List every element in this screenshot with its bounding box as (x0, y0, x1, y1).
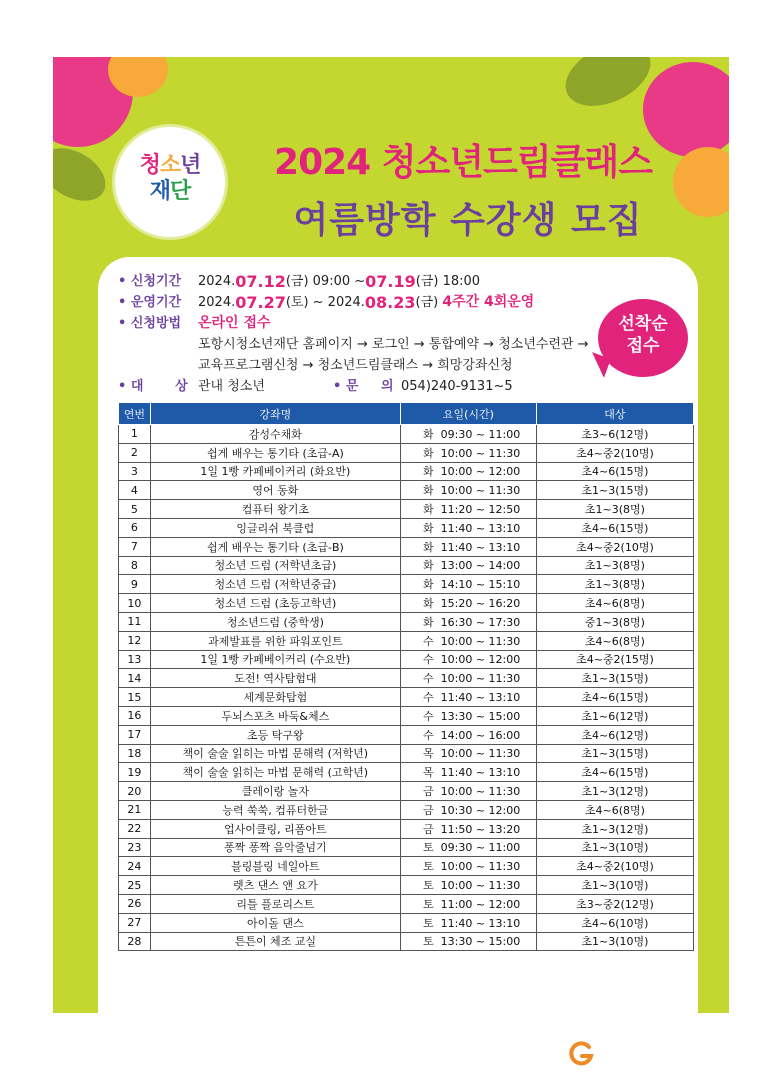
cell-time: 수 11:40 ~ 13:10 (401, 688, 537, 707)
cell-course: 퐁짝 퐁짝 음악줄넘기 (150, 838, 400, 857)
cell-target: 중1~3(8명) (536, 612, 693, 631)
cell-time: 화 11:40 ~ 13:10 (401, 518, 537, 537)
cell-time: 화 10:00 ~ 12:00 (401, 462, 537, 481)
cell-target: 초4~6(15명) (536, 462, 693, 481)
method-step1: 포항시청소년재단 홈페이지 → 로그인 → 통합예약 → 청소년수련관 → (198, 337, 589, 352)
cell-no: 24 (119, 857, 151, 876)
cell-course: 아이돌 댄스 (150, 913, 400, 932)
table-row (119, 838, 694, 857)
cell-course: 튼튼이 체조 교실 (150, 932, 400, 951)
cell-no: 14 (119, 669, 151, 688)
method-label: • 신청방법 (118, 316, 182, 331)
cell-target: 초1~3(8명) (536, 500, 693, 519)
contact-label: • 문 의 (333, 379, 394, 394)
period-post: (금) 18:00 (415, 274, 481, 289)
table-row (119, 462, 694, 481)
cell-time: 화 11:20 ~ 12:50 (401, 500, 537, 519)
cell-no: 27 (119, 913, 151, 932)
table-row (119, 725, 694, 744)
class-schedule-table (118, 402, 694, 951)
cell-course: 청소년 드럼 (초등고학년) (150, 594, 400, 613)
info-section (118, 271, 589, 397)
table-row (119, 688, 694, 707)
target-value: 관내 청소년 (198, 379, 265, 394)
table-body (119, 425, 694, 951)
cell-target: 초4~중2(10명) (536, 537, 693, 556)
contact-value: 054)240-9131~5 (401, 379, 513, 394)
cell-time: 화 16:30 ~ 17:30 (401, 612, 537, 631)
cell-time: 화 10:00 ~ 11:30 (401, 481, 537, 500)
cell-target: 초4~6(10명) (536, 913, 693, 932)
cell-target: 초1~3(8명) (536, 575, 693, 594)
table-row (119, 594, 694, 613)
cell-target: 초4~6(8명) (536, 594, 693, 613)
cell-target: 초3~6(12명) (536, 425, 693, 444)
cell-no: 28 (119, 932, 151, 951)
cell-target: 초1~3(15명) (536, 481, 693, 500)
cell-course: 컴퓨터 왕기초 (150, 500, 400, 519)
cell-course: 도전! 역사탐험대 (150, 669, 400, 688)
cell-time: 금 10:00 ~ 11:30 (401, 782, 537, 801)
cell-no: 13 (119, 650, 151, 669)
cell-target: 초1~3(12명) (536, 782, 693, 801)
table-row (119, 819, 694, 838)
cell-no: 10 (119, 594, 151, 613)
cell-course: 청소년드럼 (중학생) (150, 612, 400, 631)
cell-target: 초1~6(12명) (536, 706, 693, 725)
cell-course: 책이 술술 읽히는 마법 문해력 (고학년) (150, 763, 400, 782)
period-mid: (금) 09:00 ~ (285, 274, 366, 289)
table-row (119, 537, 694, 556)
operation-pre: 2024. (198, 295, 236, 310)
cell-no: 2 (119, 443, 151, 462)
cell-target: 초4~6(15명) (536, 518, 693, 537)
operation-label: • 운영기간 (118, 295, 182, 310)
cell-no: 16 (119, 706, 151, 725)
info-row-target (118, 376, 589, 397)
cell-course: 청소년 드럼 (저학년중급) (150, 575, 400, 594)
cell-time: 토 09:30 ~ 11:00 (401, 838, 537, 857)
cell-target: 초4~6(12명) (536, 725, 693, 744)
cell-course: 1일 1빵 카페베이커리 (화요반) (150, 462, 400, 481)
table-row (119, 744, 694, 763)
table-row (119, 612, 694, 631)
poster (53, 57, 729, 1013)
cell-time: 토 10:00 ~ 11:30 (401, 876, 537, 895)
table-row (119, 481, 694, 500)
cell-time: 토 11:00 ~ 12:00 (401, 894, 537, 913)
target-label: • 대 상 (118, 379, 188, 394)
title-line1: 2024 청소년드림클래스 (274, 142, 652, 183)
table-row (119, 575, 694, 594)
info-row-method-step1 (118, 334, 589, 355)
cell-no: 21 (119, 800, 151, 819)
g-logo-icon (567, 1040, 595, 1068)
cell-time: 토 11:40 ~ 13:10 (401, 913, 537, 932)
cell-target: 초1~3(15명) (536, 669, 693, 688)
leaf-decoration-left (53, 138, 115, 212)
table-row (119, 706, 694, 725)
title-line2: 여름방학 수강생 모집 (293, 200, 643, 241)
header-no: 연번 (119, 403, 151, 425)
cell-time: 화 14:10 ~ 15:10 (401, 575, 537, 594)
table-row (119, 669, 694, 688)
table-row (119, 857, 694, 876)
cell-target: 초1~3(10명) (536, 876, 693, 895)
cell-target: 초4~중2(10명) (536, 857, 693, 876)
cell-no: 25 (119, 876, 151, 895)
cell-time: 수 13:30 ~ 15:00 (401, 706, 537, 725)
cell-course: 잉글리쉬 북클럽 (150, 518, 400, 537)
cell-time: 목 10:00 ~ 11:30 (401, 744, 537, 763)
cell-course: 렛츠 댄스 앤 요가 (150, 876, 400, 895)
header-course: 강좌명 (150, 403, 400, 425)
table-row (119, 876, 694, 895)
cell-time: 화 09:30 ~ 11:00 (401, 425, 537, 444)
cell-time: 금 11:50 ~ 13:20 (401, 819, 537, 838)
operation-end: 08.23 (364, 293, 416, 312)
info-row-period (118, 271, 589, 292)
foundation-logo (115, 127, 225, 237)
cell-course: 감성수채화 (150, 425, 400, 444)
cell-course: 과제발표를 위한 파워포인트 (150, 631, 400, 650)
cell-target: 초3~중2(12명) (536, 894, 693, 913)
cell-target: 초1~3(15명) (536, 744, 693, 763)
info-row-method (118, 313, 589, 334)
cell-time: 화 11:40 ~ 13:10 (401, 537, 537, 556)
cell-no: 20 (119, 782, 151, 801)
cell-no: 19 (119, 763, 151, 782)
period-pre: 2024. (198, 274, 236, 289)
cell-no: 11 (119, 612, 151, 631)
table-row (119, 556, 694, 575)
cell-time: 수 10:00 ~ 11:30 (401, 669, 537, 688)
cell-course: 두뇌스포츠 바둑&체스 (150, 706, 400, 725)
cell-no: 3 (119, 462, 151, 481)
table-row (119, 443, 694, 462)
cell-no: 22 (119, 819, 151, 838)
cell-no: 7 (119, 537, 151, 556)
cell-target: 초1~3(10명) (536, 932, 693, 951)
table-row (119, 932, 694, 951)
operation-note: 4주간 4회운영 (442, 294, 535, 310)
cell-no: 6 (119, 518, 151, 537)
cell-course: 영어 동화 (150, 481, 400, 500)
cell-course: 업사이클링, 리폼아트 (150, 819, 400, 838)
cell-no: 26 (119, 894, 151, 913)
cell-target: 초1~3(10명) (536, 838, 693, 857)
cell-time: 화 10:00 ~ 11:30 (401, 443, 537, 462)
table-row (119, 894, 694, 913)
badge-line2: 접수 (626, 336, 660, 356)
cell-course: 클레이랑 놀자 (150, 782, 400, 801)
cell-time: 수 14:00 ~ 16:00 (401, 725, 537, 744)
table-header-row (119, 403, 694, 425)
cell-time: 토 13:30 ~ 15:00 (401, 932, 537, 951)
first-come-badge (598, 299, 688, 377)
table-row (119, 782, 694, 801)
cell-target: 초4~중2(10명) (536, 443, 693, 462)
cell-no: 12 (119, 631, 151, 650)
table-row (119, 650, 694, 669)
logo-text: 청소년 재단 (139, 153, 201, 204)
period-label: • 신청기간 (118, 274, 182, 289)
cell-course: 블링블링 네일아트 (150, 857, 400, 876)
operation-start: 07.27 (235, 293, 286, 312)
method-value: 온라인 접수 (198, 315, 271, 331)
cell-time: 수 10:00 ~ 12:00 (401, 650, 537, 669)
cell-no: 9 (119, 575, 151, 594)
cell-target: 초1~3(12명) (536, 819, 693, 838)
table-row (119, 518, 694, 537)
cell-target: 초4~6(15명) (536, 688, 693, 707)
operation-mid: (토) ~ 2024. (285, 295, 365, 310)
table-row (119, 425, 694, 444)
cell-no: 1 (119, 425, 151, 444)
cell-no: 4 (119, 481, 151, 500)
cell-target: 초1~3(8명) (536, 556, 693, 575)
info-row-operation (118, 292, 589, 313)
table-row (119, 800, 694, 819)
cell-course: 책이 술술 읽히는 마법 문해력 (저학년) (150, 744, 400, 763)
badge-line1: 선착순 (618, 314, 668, 334)
period-start: 07.12 (235, 272, 286, 291)
cell-time: 토 10:00 ~ 11:30 (401, 857, 537, 876)
cell-time: 수 10:00 ~ 11:30 (401, 631, 537, 650)
cell-no: 23 (119, 838, 151, 857)
cell-no: 5 (119, 500, 151, 519)
cell-course: 쉽게 배우는 통기타 (초급-B) (150, 537, 400, 556)
cell-target: 초4~6(8명) (536, 800, 693, 819)
header-time: 요일(시간) (401, 403, 537, 425)
cell-target: 초4~6(15명) (536, 763, 693, 782)
header-target: 대상 (536, 403, 693, 425)
period-end: 07.19 (365, 272, 416, 291)
content-card (98, 257, 698, 1013)
cell-target: 초4~중2(15명) (536, 650, 693, 669)
table-row (119, 500, 694, 519)
info-row-method-step2 (118, 355, 589, 376)
method-step2: 교육프로그램신청 → 청소년드림클래스 → 희망강좌신청 (198, 358, 513, 373)
cell-time: 금 10:30 ~ 12:00 (401, 800, 537, 819)
cell-course: 리틀 플로리스트 (150, 894, 400, 913)
operation-post: (금) (415, 295, 439, 310)
cell-course: 청소년 드럼 (저학년초급) (150, 556, 400, 575)
cell-course: 쉽게 배우는 통기타 (초급-A) (150, 443, 400, 462)
table-row (119, 631, 694, 650)
cell-no: 8 (119, 556, 151, 575)
cell-target: 초4~6(8명) (536, 631, 693, 650)
cell-no: 17 (119, 725, 151, 744)
table-row (119, 913, 694, 932)
cell-time: 화 13:00 ~ 14:00 (401, 556, 537, 575)
cell-time: 목 11:40 ~ 13:10 (401, 763, 537, 782)
cell-no: 15 (119, 688, 151, 707)
cell-no: 18 (119, 744, 151, 763)
table-row (119, 763, 694, 782)
cell-course: 능력 쑥쑥, 컴퓨터한글 (150, 800, 400, 819)
cell-course: 1일 1빵 카페베이커리 (수요반) (150, 650, 400, 669)
cell-time: 화 15:20 ~ 16:20 (401, 594, 537, 613)
cell-course: 초등 탁구왕 (150, 725, 400, 744)
cell-course: 세계문화탐험 (150, 688, 400, 707)
